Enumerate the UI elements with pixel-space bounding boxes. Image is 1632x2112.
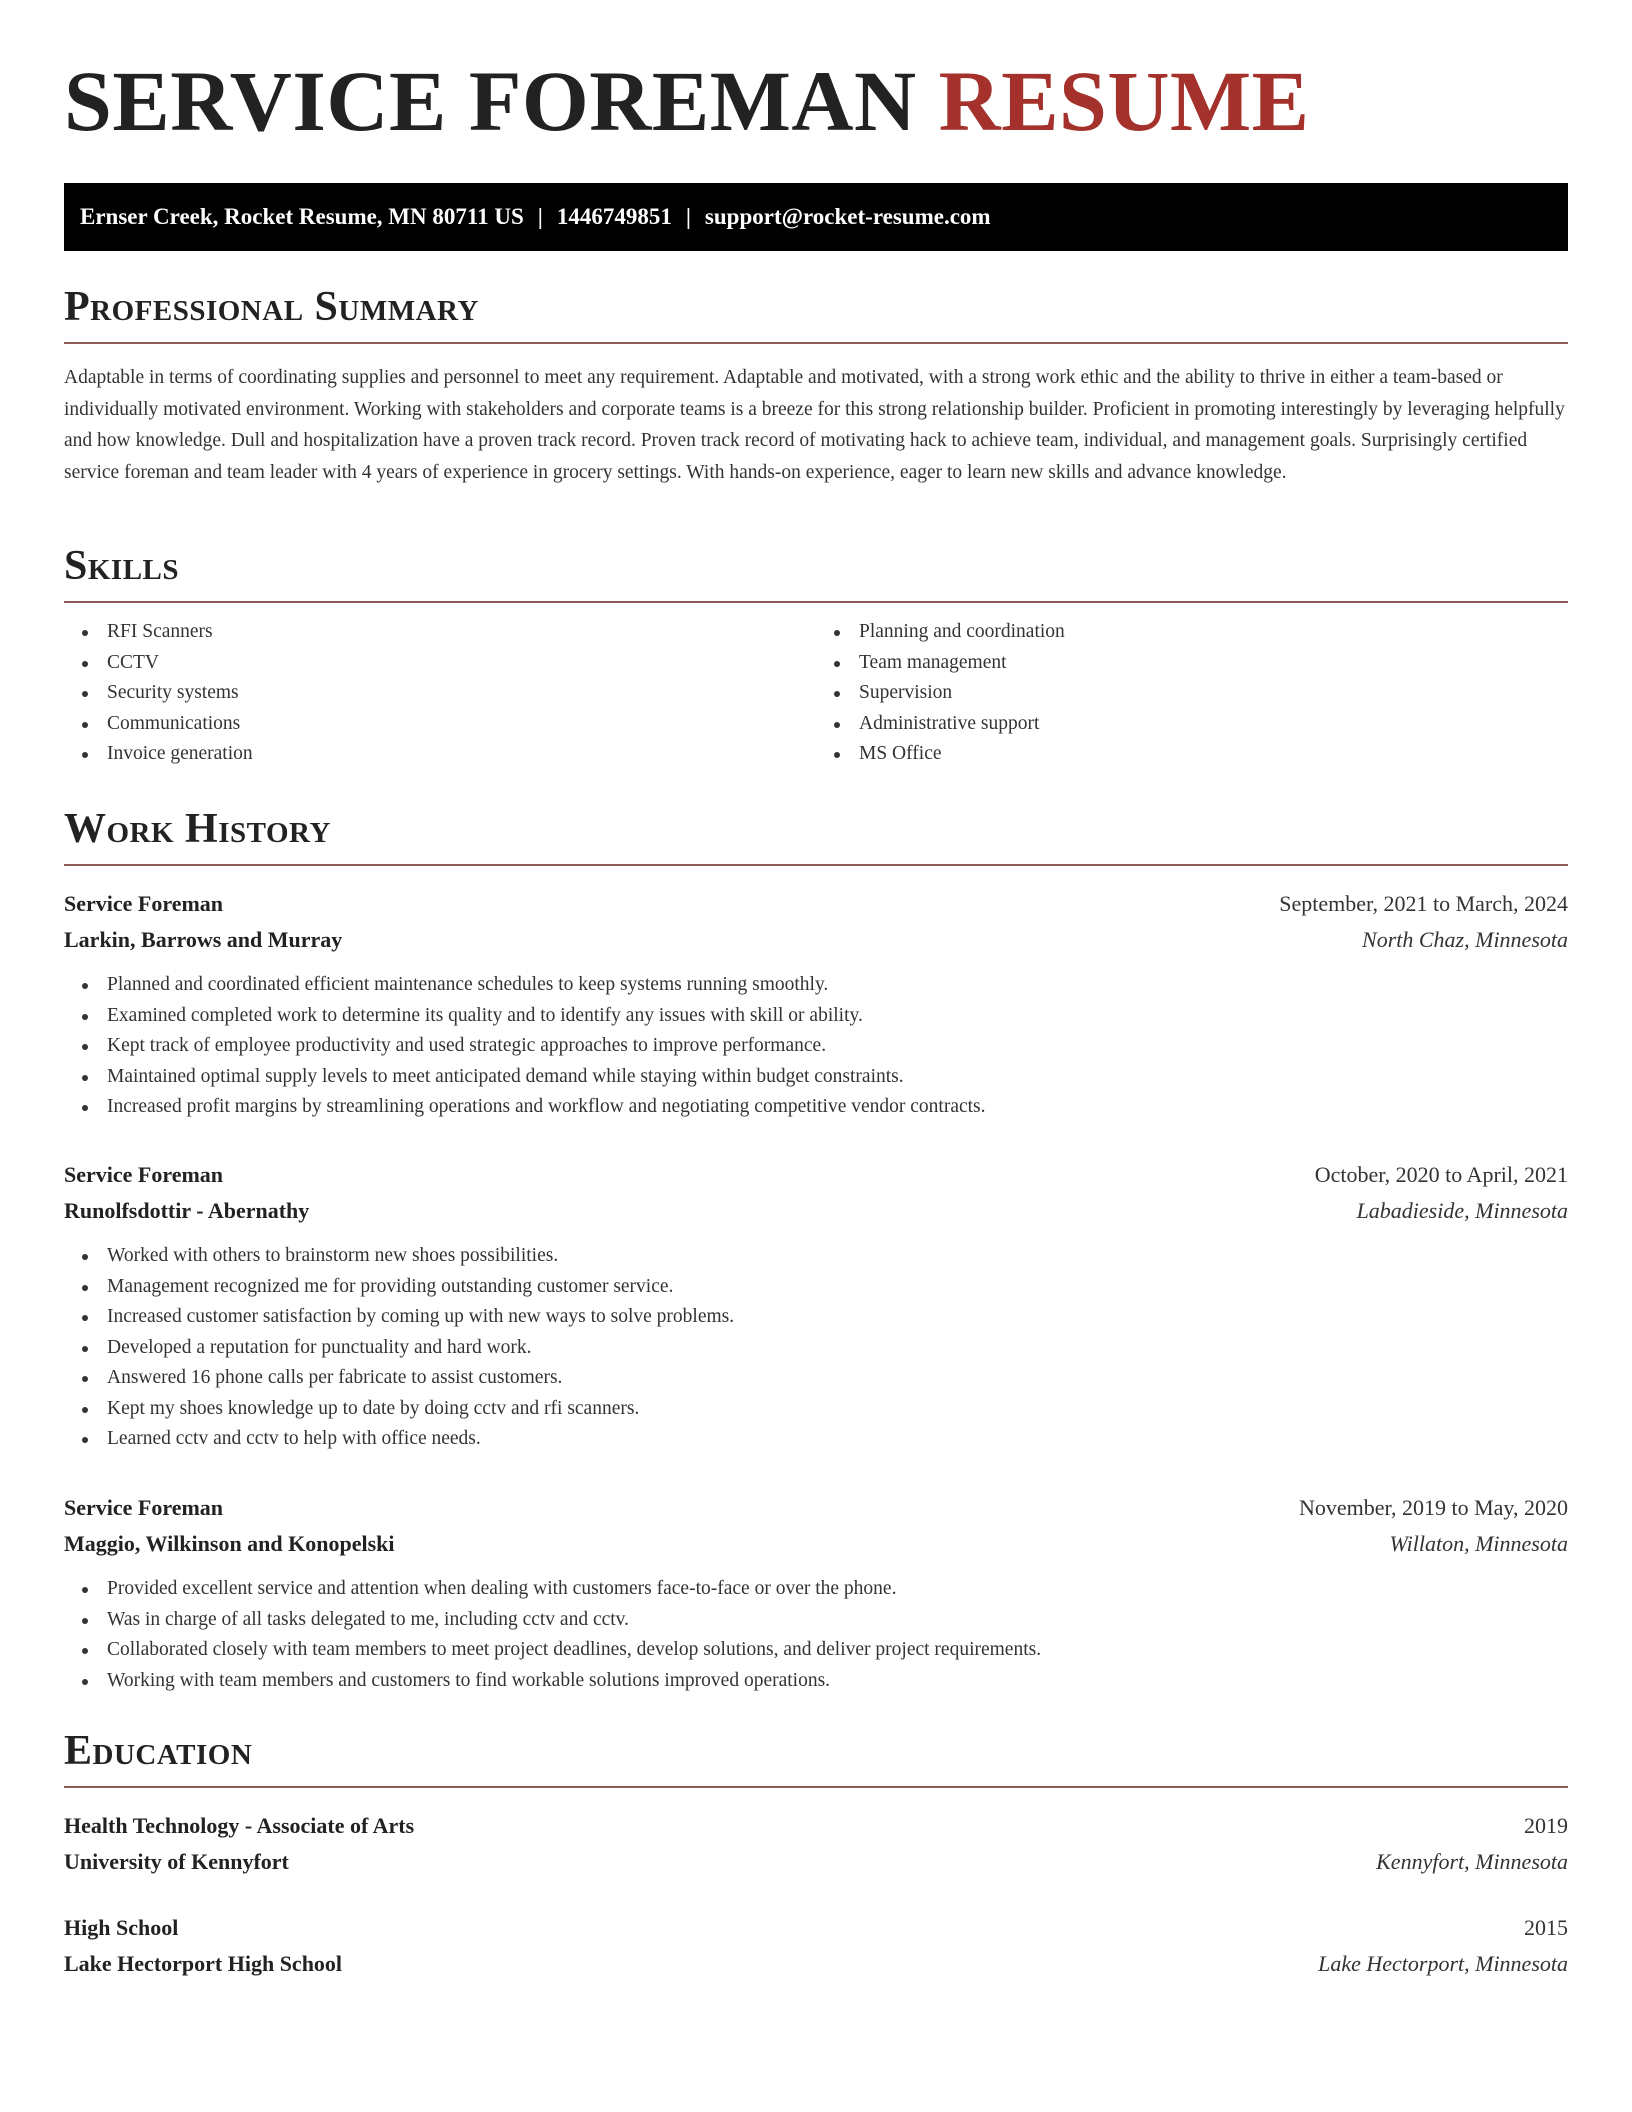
skill-item: Invoice generation: [107, 739, 816, 770]
section-divider: [64, 601, 1568, 603]
skill-item: Team management: [859, 648, 1568, 679]
job-title: Service Foreman: [64, 1495, 224, 1520]
job-company-row: [64, 922, 1568, 958]
skill-item: Supervision: [859, 678, 1568, 709]
job-dates: October, 2020 to April, 2021: [1314, 1162, 1568, 1187]
contact-separator: |: [685, 204, 691, 229]
skills-grid: [64, 617, 1568, 770]
education-header-row: [64, 1910, 1568, 1946]
job-bullets: [64, 1574, 1568, 1696]
section-divider: [64, 864, 1568, 866]
skill-item: CCTV: [107, 648, 816, 679]
job-bullet: Working with team members and customers to find workable solutions improved operations.: [107, 1666, 1568, 1697]
skill-item: Communications: [107, 709, 816, 740]
job-header-row: [64, 1157, 1568, 1193]
job-bullet: Worked with others to brainstorm new shoes possibilities.: [107, 1241, 1568, 1272]
section-divider: [64, 342, 1568, 344]
education-school: University of Kennyfort: [64, 1849, 289, 1874]
education-degree: High School: [64, 1915, 179, 1940]
education-section: [64, 1730, 1568, 1788]
education-school-row: [64, 1844, 1568, 1880]
job-entry: [64, 1157, 1568, 1455]
education-entry: [64, 1808, 1568, 1880]
job-header-row: [64, 886, 1568, 922]
education-header-row: [64, 1808, 1568, 1844]
job-title: Service Foreman: [64, 1162, 224, 1187]
summary-heading: Professional Summary: [64, 284, 479, 330]
education-school-row: [64, 1946, 1568, 1982]
job-bullets: [64, 970, 1568, 1123]
job-location: Willaton, Minnesota: [1389, 1531, 1568, 1556]
job-location: North Chaz, Minnesota: [1362, 927, 1568, 952]
title-main: SERVICE FOREMAN: [64, 53, 917, 149]
skills-column-right: [816, 617, 1568, 770]
work-history-section: [64, 808, 1568, 866]
job-dates: September, 2021 to March, 2024: [1279, 891, 1568, 916]
job-entry: [64, 886, 1568, 1123]
job-bullet: Collaborated closely with team members to meet project deadlines, develop solutions, and deliver project requirements.: [107, 1635, 1568, 1666]
education-school: Lake Hectorport High School: [64, 1951, 343, 1976]
education-year: 2015: [1524, 1915, 1568, 1940]
contact-bar: [64, 183, 1568, 251]
skills-column-left: [64, 617, 816, 770]
job-location: Labadieside, Minnesota: [1356, 1198, 1568, 1223]
education-degree: Health Technology - Associate of Arts: [64, 1813, 415, 1838]
job-company: Runolfsdottir - Abernathy: [64, 1198, 310, 1223]
resume-title: [64, 0, 1568, 149]
title-accent: RESUME: [938, 53, 1310, 149]
skill-item: Security systems: [107, 678, 816, 709]
job-bullet: Was in charge of all tasks delegated to me, including cctv and cctv.: [107, 1605, 1568, 1636]
skills-heading: Skills: [64, 543, 180, 589]
job-bullet: Increased profit margins by streamlining operations and workflow and negotiating competitive vendor contracts.: [107, 1092, 1568, 1123]
skill-item: RFI Scanners: [107, 617, 816, 648]
skill-item: Administrative support: [859, 709, 1568, 740]
education-heading: Education: [64, 1728, 253, 1774]
job-bullets: [64, 1241, 1568, 1455]
job-bullet: Planned and coordinated efficient maintenance schedules to keep systems running smoothly.: [107, 970, 1568, 1001]
summary-section: [64, 286, 1568, 488]
section-divider: [64, 1786, 1568, 1788]
job-company-row: [64, 1193, 1568, 1229]
contact-separator: |: [537, 204, 543, 229]
contact-email[interactable]: support@rocket-resume.com: [704, 204, 991, 229]
job-company: Maggio, Wilkinson and Konopelski: [64, 1531, 395, 1556]
job-bullet: Kept my shoes knowledge up to date by doing cctv and rfi scanners.: [107, 1394, 1568, 1425]
education-entry: [64, 1910, 1568, 1982]
education-location: Kennyfort, Minnesota: [1376, 1849, 1568, 1874]
contact-phone: 1446749851: [556, 204, 672, 229]
job-entry: [64, 1490, 1568, 1696]
job-bullet: Management recognized me for providing outstanding customer service.: [107, 1272, 1568, 1303]
education-year: 2019: [1524, 1813, 1568, 1838]
job-bullet: Learned cctv and cctv to help with office needs.: [107, 1424, 1568, 1455]
skill-item: MS Office: [859, 739, 1568, 770]
job-bullet: Answered 16 phone calls per fabricate to assist customers.: [107, 1363, 1568, 1394]
job-header-row: [64, 1490, 1568, 1526]
contact-address: Ernser Creek, Rocket Resume, MN 80711 US: [80, 204, 524, 229]
skill-item: Planning and coordination: [859, 617, 1568, 648]
job-bullet: Examined completed work to determine its quality and to identify any issues with skill or ability.: [107, 1001, 1568, 1032]
education-location: Lake Hectorport, Minnesota: [1318, 1951, 1568, 1976]
job-bullet: Provided excellent service and attention when dealing with customers face-to-face or over the phone.: [107, 1574, 1568, 1605]
work-history-heading: Work History: [64, 806, 331, 852]
job-bullet: Increased customer satisfaction by coming up with new ways to solve problems.: [107, 1302, 1568, 1333]
job-bullet: Maintained optimal supply levels to meet anticipated demand while staying within budget constraints.: [107, 1062, 1568, 1093]
job-bullet: Developed a reputation for punctuality and hard work.: [107, 1333, 1568, 1364]
job-company-row: [64, 1526, 1568, 1562]
job-company: Larkin, Barrows and Murray: [64, 927, 343, 952]
job-bullet: Kept track of employee productivity and used strategic approaches to improve performance.: [107, 1031, 1568, 1062]
job-title: Service Foreman: [64, 891, 224, 916]
skills-section: [64, 545, 1568, 770]
summary-text: Adaptable in terms of coordinating supplies and personnel to meet any requirement. Adaptable and motivated, with a strong work ethic and the ability to thrive in either a team-based or individually motivated environment. Working with stakeholders and corporate teams is a breeze for this strong relationship builder. Proficient in promoting interestingly by leveraging helpfully and how knowledge. Dull and hospitalization have a proven track record. Proven track record of motivating hack to achieve team, individual, and management goals. Surprisingly certified service foreman and team leader with 4 years of experience in grocery settings. With hands-on experience, eager to learn new skills and advance knowledge.: [64, 367, 1565, 483]
job-dates: November, 2019 to May, 2020: [1299, 1495, 1568, 1520]
